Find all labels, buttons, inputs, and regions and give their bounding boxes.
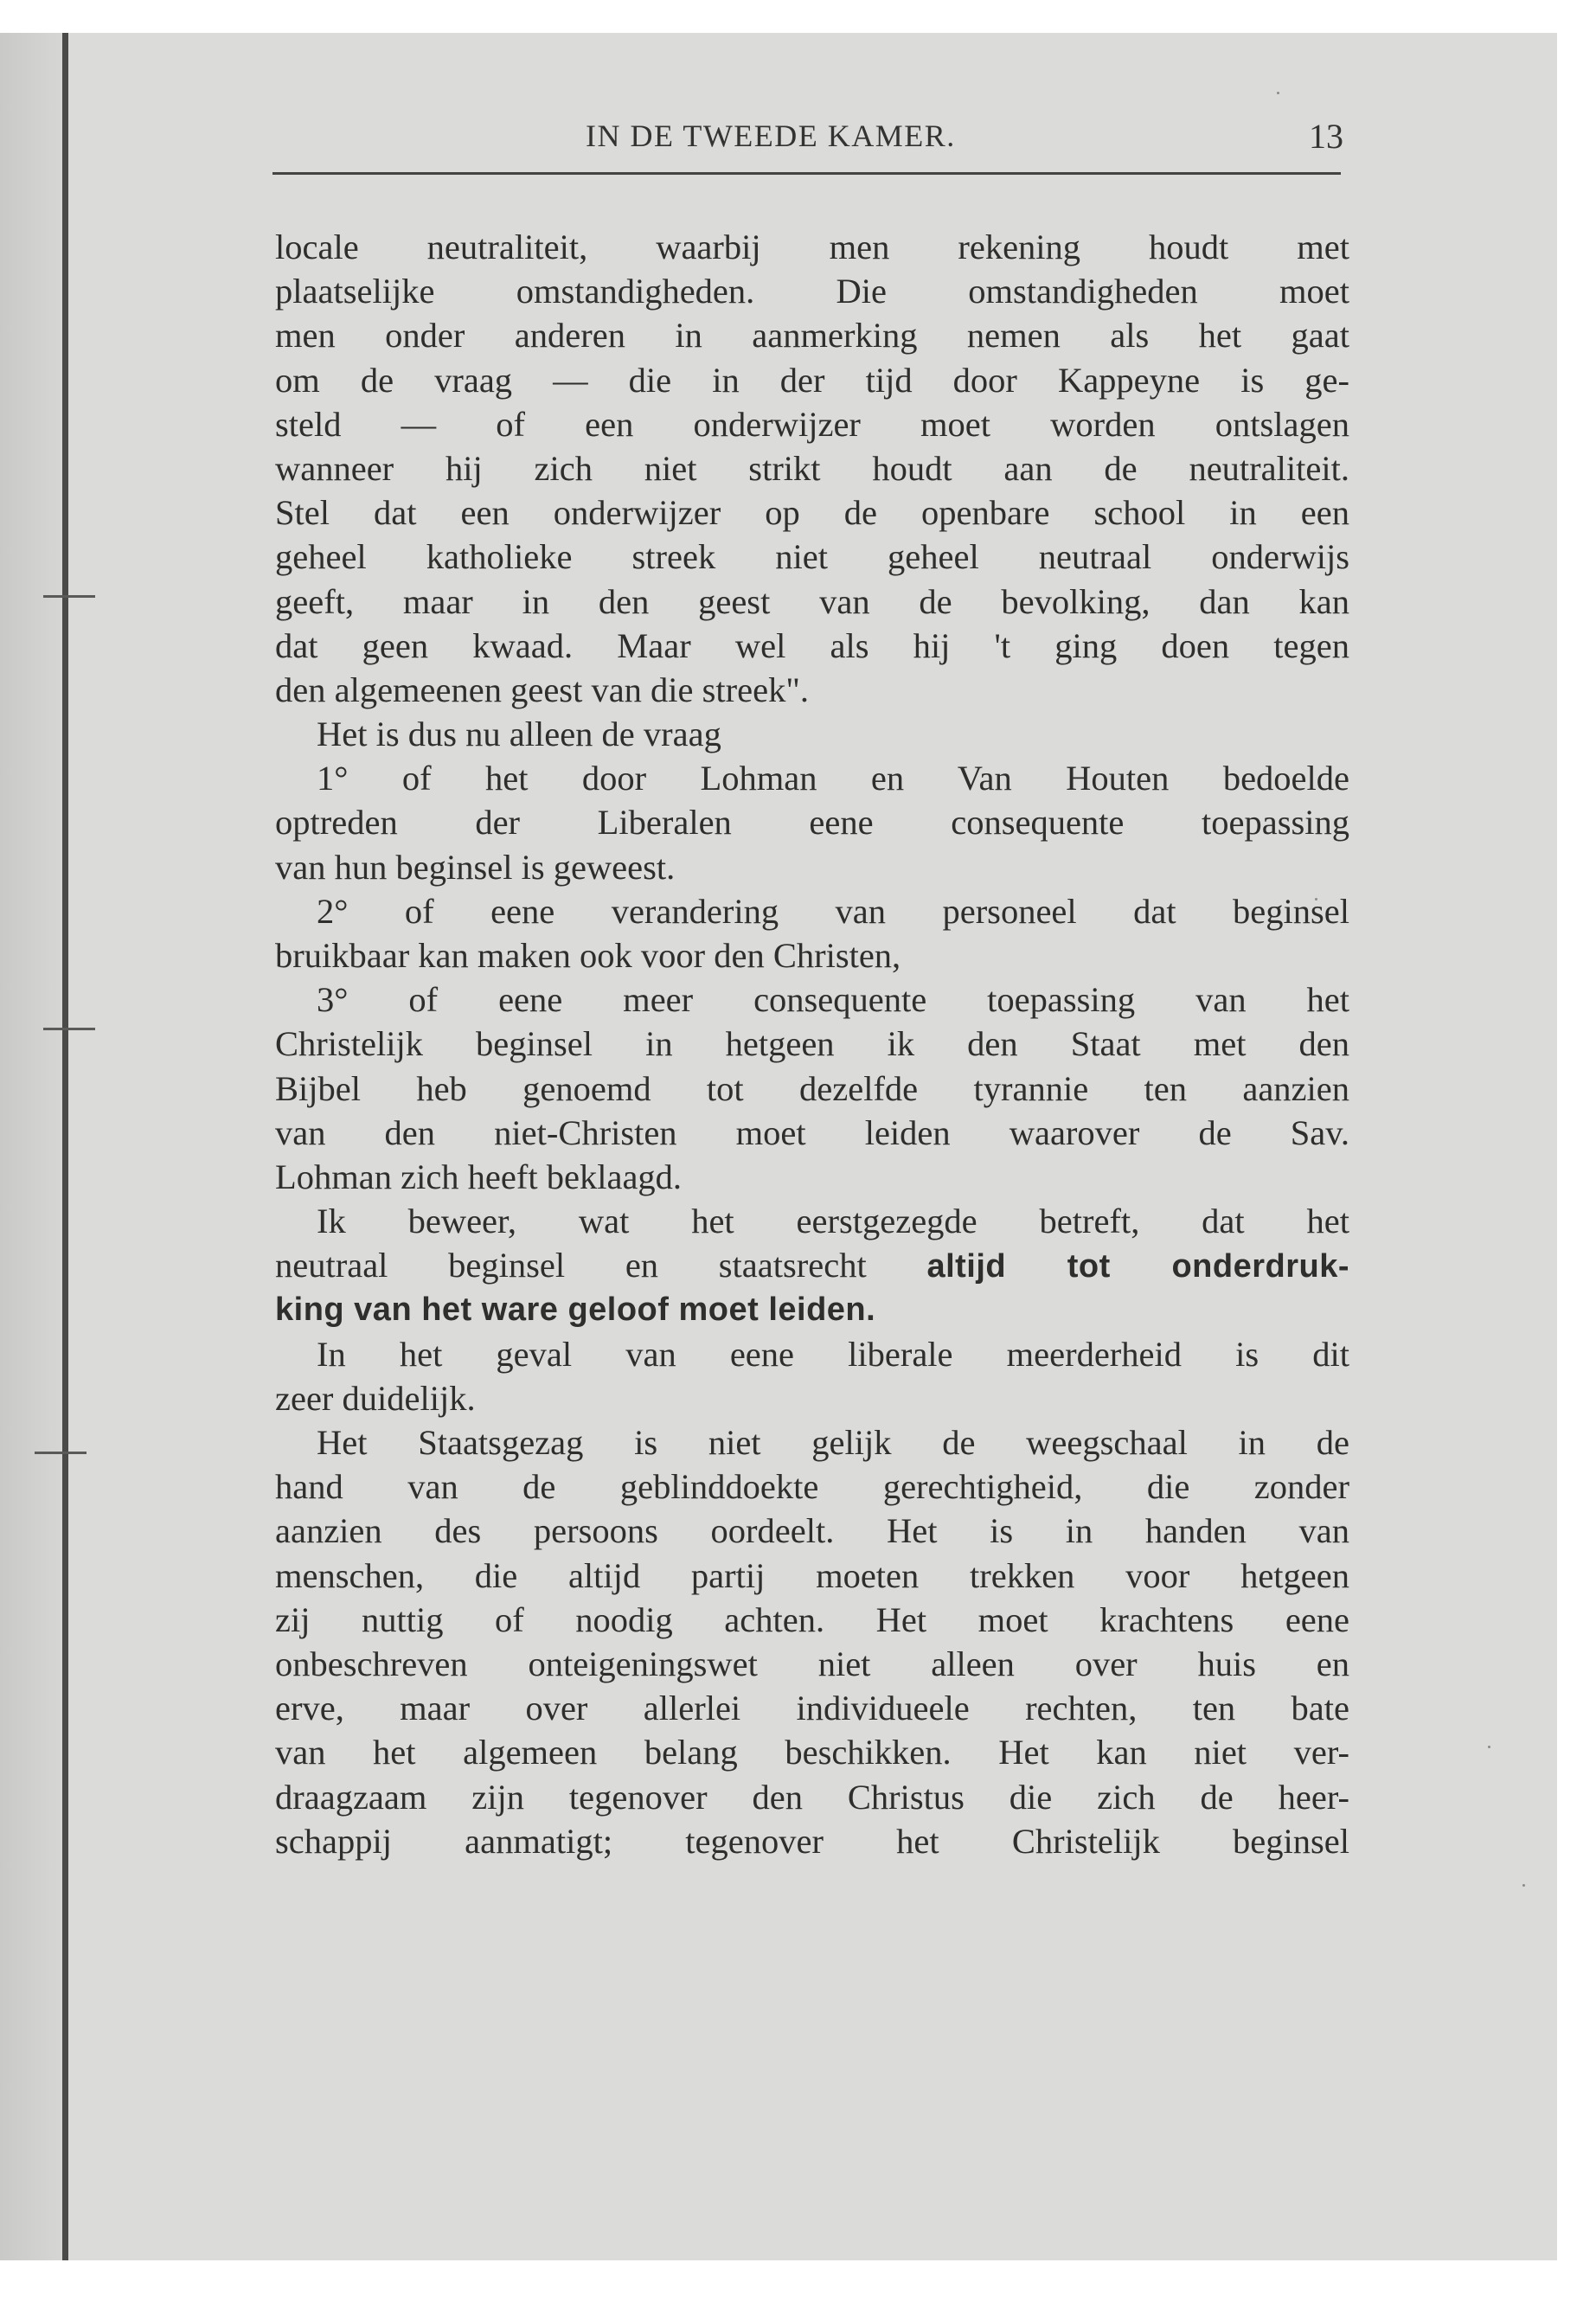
text-line: aanzien des persoons oordeelt. Het is in handen van: [275, 1511, 1349, 1551]
text-line: van hun beginsel is geweest.: [275, 847, 676, 887]
text-line: Ik beweer, wat het eerstgezegde betreft, dat het: [317, 1202, 1349, 1241]
header-rule: [272, 172, 1341, 175]
text-line: wanneer hij zich niet strikt houdt aan de neutraliteit.: [275, 448, 1349, 488]
text-line: men onder anderen in aanmerking nemen als het gaat: [275, 316, 1349, 356]
text-line: onbeschreven onteigeningswet niet alleen over huis en: [275, 1644, 1349, 1683]
text-line: 3° of eene meer consequente toepassing van het: [317, 980, 1349, 1020]
paper-speck: [1277, 92, 1279, 94]
text-line: van het algemeen belang beschikken. Het kan niet ver-: [275, 1733, 1349, 1772]
text-span: neutraal beginsel en staatsrecht: [275, 1246, 867, 1285]
text-line: draagzaam zijn tegenover den Christus die zich de heer-: [275, 1777, 1349, 1817]
text-line: erve, maar over allerlei individueele rechten, ten bate: [275, 1689, 1349, 1728]
running-head: [272, 112, 1354, 173]
text-line: den algemeenen geest van die streek".: [275, 670, 810, 709]
text-line: plaatselijke omstandigheden. Die omstandigheden moet: [275, 272, 1349, 311]
text-line: geeft, maar in den geest van de bevolking, dan kan: [275, 581, 1349, 621]
text-line: Lohman zich heeft beklaagd.: [275, 1157, 683, 1196]
binding-mark: [43, 1028, 95, 1030]
text-line: locale neutraliteit, waarbij men rekening houdt met: [275, 228, 1349, 266]
text-line-mixed: [275, 1243, 1349, 1287]
text-line: geheel katholieke streek niet geheel neutraal onderwijs: [275, 537, 1349, 577]
text-line: Bijbel heb genoemd tot dezelfde tyrannie ten aanzien: [275, 1068, 1349, 1108]
text-line: menschen, die altijd partij moeten trekken voor hetgeen: [275, 1555, 1349, 1595]
text-line: optreden der Liberalen eene consequente toepassing: [275, 803, 1349, 843]
text-line: 2° of eene verandering van personeel dat beginsel: [317, 891, 1349, 931]
text-line: bruikbaar kan maken ook voor den Christen,: [275, 936, 901, 975]
emphasis-line: king van het ware geloof moet leiden.: [275, 1291, 876, 1328]
text-line: zij nuttig of noodig achten. Het moet krachtens eene: [275, 1599, 1349, 1639]
text-line: Stel dat een onderwijzer op de openbare school in een: [275, 493, 1349, 533]
text-line: Het Staatsgezag is niet gelijk de weegschaal in de: [317, 1423, 1349, 1463]
running-head-title: IN DE TWEEDE KAMER.: [586, 119, 956, 153]
text-line: In het geval van eene liberale meerderheid is dit: [317, 1334, 1349, 1374]
paper-speck: [1488, 1746, 1490, 1748]
emphasis-span: altijd tot onderdruk-: [926, 1248, 1350, 1285]
binding-mark: [43, 595, 95, 598]
text-line: van den niet-Christen moet leiden waarover de Sav.: [275, 1112, 1349, 1152]
text-line: Het is dus nu alleen de vraag: [317, 715, 721, 754]
text-line: hand van de geblinddoekte gerechtigheid, die zonder: [275, 1467, 1349, 1507]
paper-speck: [1522, 1884, 1525, 1887]
text-line: om de vraag — die in der tijd door Kappeyne is ge-: [275, 360, 1349, 400]
text-line: steld — of een onderwijzer moet worden ontslagen: [275, 404, 1349, 444]
text-line: 1° of het door Lohman en Van Houten bedoelde: [317, 759, 1349, 798]
binding-mark: [35, 1452, 87, 1454]
text-line: schappij aanmatigt; tegenover het Christelijk beginsel: [275, 1821, 1349, 1861]
body-text: [275, 225, 1349, 1863]
book-binding-edge: [62, 33, 68, 2260]
text-line: zeer duidelijk.: [275, 1378, 476, 1418]
binding-shadow: [0, 33, 62, 2260]
text-line: Christelijk beginsel in hetgeen ik den Staat met den: [275, 1024, 1349, 1064]
page-number: 13: [1309, 117, 1343, 156]
text-line: dat geen kwaad. Maar wel als hij 't ging doen tegen: [275, 625, 1349, 665]
